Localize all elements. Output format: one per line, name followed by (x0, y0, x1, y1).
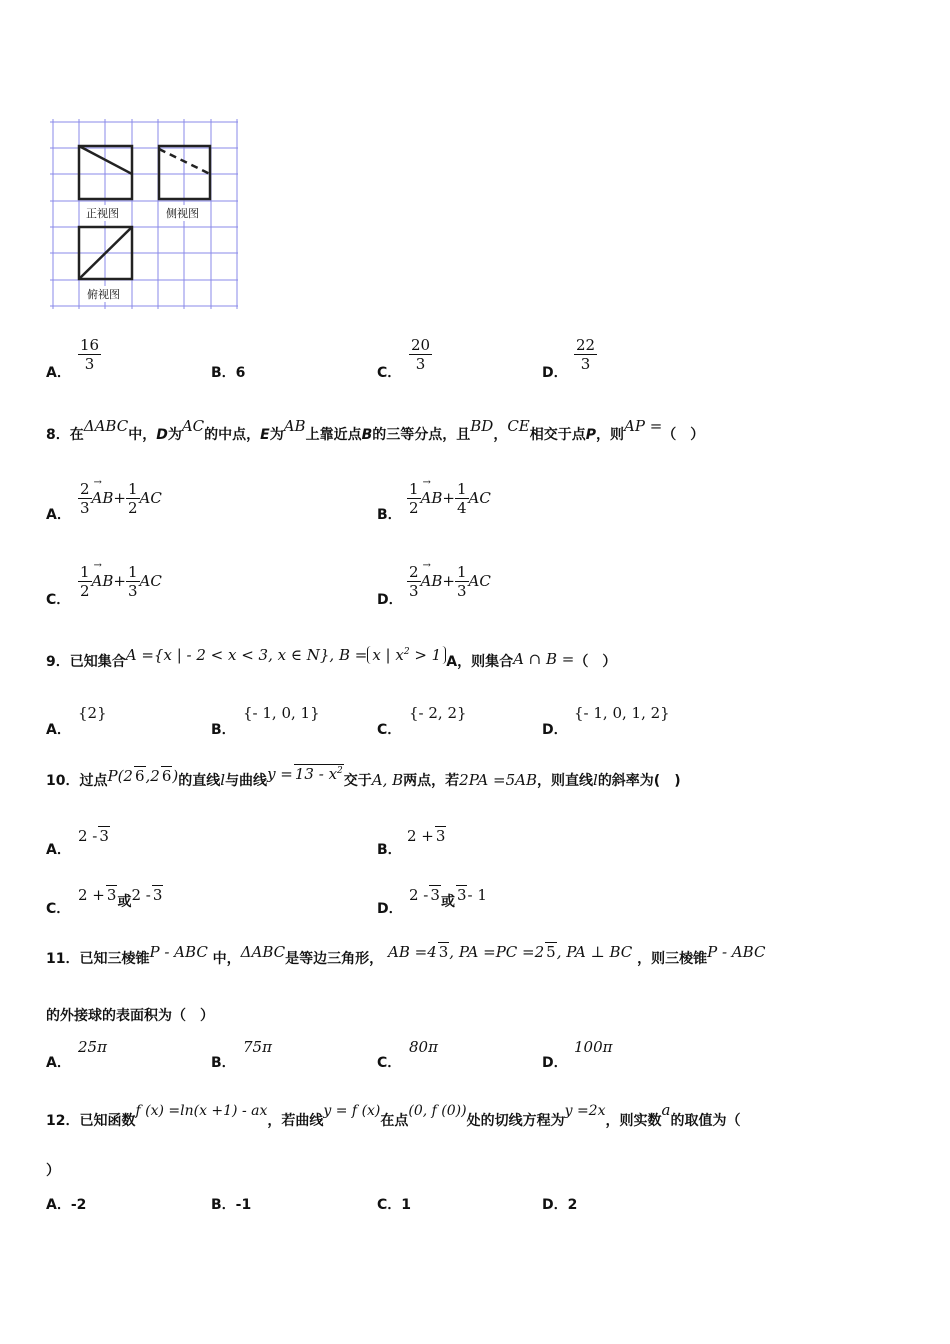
side-view-label: 侧视图 (166, 207, 199, 220)
q7-option-b[interactable]: B．6 (211, 365, 246, 381)
q11-stem-line2: 的外接球的表面积为（ ） (46, 1008, 214, 1024)
q8-stem: 8．在ΔABC中，D为AC的中点，E为AB上靠近点B的三等分点，且BD，CE相交于点P，则AP =（ ） (46, 417, 705, 443)
grid-svg (50, 119, 240, 311)
q7-a-fraction: $\frac{16}{3}$ (80, 336, 100, 373)
q12-stem: 12．已知函数f (x) =ln(x +1) - ax，若曲线y = f (x)在点(0, f (0))处的切线方程为y =2x，则实数a的取值为（ (46, 1101, 741, 1129)
q12-stem-line2: ） (46, 1163, 60, 1179)
q12-option-a[interactable]: A．-2 (46, 1197, 87, 1213)
q7-d-fraction: $\frac{22}{3}$ (576, 336, 596, 373)
q12-option-c[interactable]: C．1 (377, 1197, 412, 1213)
q12-option-d[interactable]: D．2 (542, 1197, 578, 1213)
q12-option-b[interactable]: B．-1 (211, 1197, 252, 1213)
q9-stem: 9．已知集合A ={x | - 2 < x < 3, x ∈ N}, B = x | $x^2 > 1$ A，则集合A ∩ B =（ ） (46, 646, 617, 670)
front-view-label: 正视图 (86, 207, 119, 220)
top-view-label: 俯视图 (87, 288, 120, 301)
q11-stem: 11．已知三棱锥P - ABC 中，ΔABC是等边三角形， AB =4 3, PA =PC =2 5, PA ⊥ BC ，则三棱锥P - ABC (46, 943, 766, 967)
q10-stem: 10．过点P(2 6,2 6)的直线l与曲线$y = 13 - x^2$交于A, B两点，若2PA =5AB，则直线l的斜率为( ) (46, 765, 681, 789)
q7-c-fraction: $\frac{20}{3}$ (411, 336, 431, 373)
three-view-figure (50, 119, 240, 315)
